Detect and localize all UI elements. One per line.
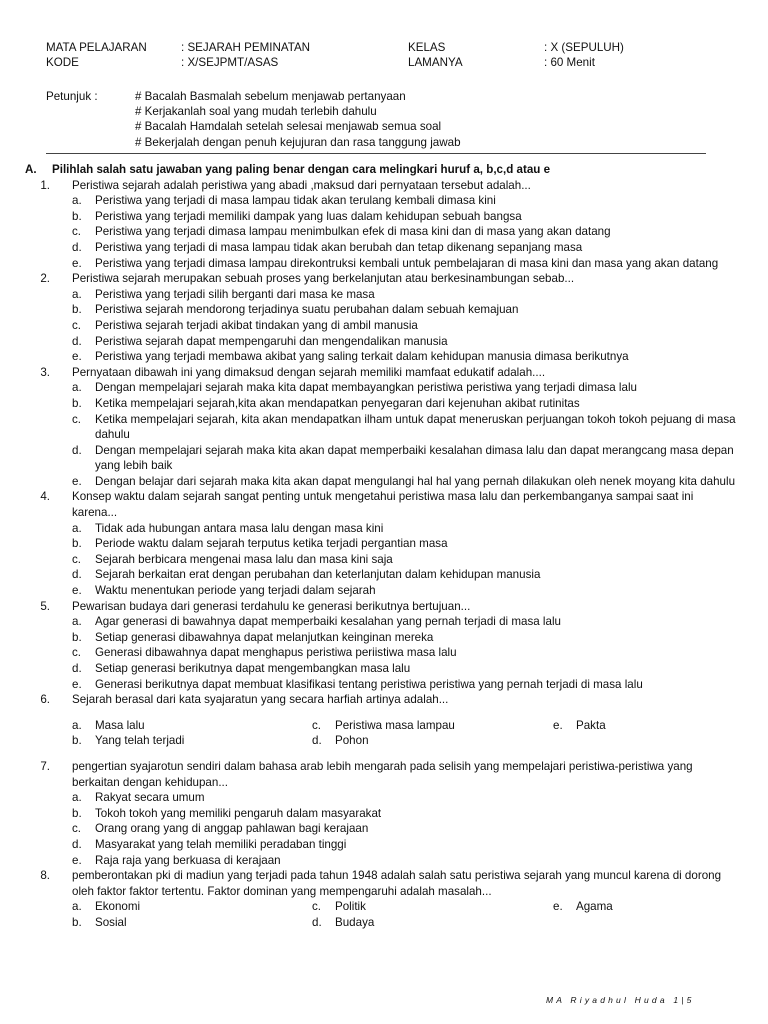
- option-letter: c.: [312, 718, 322, 732]
- option-text: Setiap generasi berikutnya dapat mengembangkan masa lalu: [95, 662, 411, 675]
- question-stem: [22, 271, 738, 287]
- option-text: Generasi berikutnya dapat membuat klasifikasi tentang peristiwa peristiwa yang pernah terjadi di masa lalu: [95, 677, 643, 691]
- option-letter: a.: [72, 521, 82, 535]
- answer-option[interactable]: [553, 718, 606, 734]
- instruction-item: # Bacalah Hamdalah setelah selesai menjawab semua soal: [135, 120, 442, 134]
- answer-option[interactable]: [72, 718, 145, 734]
- option-text: Masa lalu: [95, 718, 145, 732]
- instructions-list: [135, 89, 461, 150]
- answer-option[interactable]: [22, 583, 738, 599]
- option-text: Generasi dibawahnya dapat menghapus peristiwa periistiwa masa lalu: [95, 646, 457, 660]
- header-row-1: [46, 40, 726, 55]
- answer-option[interactable]: [22, 396, 738, 412]
- option-text: Ekonomi: [95, 900, 141, 914]
- option-letter: d.: [72, 443, 82, 457]
- option-text: Dengan mempelajari sejarah maka kita dapat membayangkan peristiwa peristiwa yang terjadi dimasa lalu: [95, 381, 637, 395]
- option-text: Ketika mempelajari sejarah,kita akan mendapatkan penyegaran dari kejenuhan akibat rutinitas: [95, 396, 580, 410]
- answer-option[interactable]: [22, 287, 738, 303]
- instruction-item: # Bekerjalah dengan penuh kejujuran dan rasa tanggung jawab: [135, 135, 461, 149]
- option-text: Ketika mempelajari sejarah, kita akan mendapatkan ilham untuk dapat meneruskan perjuangan tokoh tokoh pejuang di masa dahulu: [95, 412, 736, 442]
- option-letter: c.: [72, 318, 82, 332]
- option-text: Setiap generasi dibawahnya dapat melanjutkan keinginan mereka: [95, 630, 434, 644]
- option-letter: b.: [72, 630, 82, 644]
- option-text: Peristiwa yang terjadi dimasa lampau menimbulkan efek di masa kini dan di masa yang akan datang: [95, 225, 611, 239]
- option-row: [22, 899, 738, 915]
- option-letter: d.: [72, 334, 82, 348]
- question-text: pengertian syajarotun sendiri dalam bahasa arab lebih mengarah pada selisih yang mempelajari peristiwa-peristiwa yang berkaitan dengan kehidupan...: [72, 759, 693, 789]
- spacer: [22, 708, 738, 718]
- option-letter: e.: [72, 474, 82, 488]
- exam-header: [46, 40, 726, 70]
- answer-option[interactable]: [72, 899, 140, 915]
- answer-option[interactable]: [22, 209, 738, 225]
- option-letter: b.: [72, 537, 82, 551]
- question-stem: [22, 868, 738, 899]
- option-text: Peristiwa masa lampau: [335, 718, 455, 732]
- option-text: Sejarah berbicara mengenai masa lalu dan masa kini saja: [95, 552, 393, 566]
- question-text: Peristiwa sejarah merupakan sebuah proses yang berkelanjutan atau berkesinambungan sebab...: [72, 272, 575, 286]
- answer-option[interactable]: [22, 630, 738, 646]
- option-letter: e.: [72, 256, 82, 270]
- option-text: Waktu menentukan periode yang terjadi dalam sejarah: [95, 584, 376, 598]
- answer-option[interactable]: [22, 412, 738, 443]
- option-text: Pohon: [335, 734, 369, 748]
- section-heading: [22, 162, 738, 178]
- option-row: [22, 915, 738, 931]
- instructions-label: Petunjuk :: [46, 90, 98, 103]
- question-text: Peristiwa sejarah adalah peristiwa yang abadi ,maksud dari pernyataan tersebut adalah...: [72, 178, 531, 192]
- question-1: [22, 178, 738, 272]
- option-letter: a.: [72, 287, 82, 301]
- question-number: 6.: [40, 693, 50, 707]
- question-text: pemberontakan pki di madiun yang terjadi pada tahun 1948 adalah salah satu peristiwa sejarah yang muncul karena di dorong oleh faktor faktor tertentu. Faktor dominan yang mempengaruhi adalah masalah...: [72, 869, 722, 898]
- question-6: [22, 692, 738, 759]
- question-number: 5.: [40, 599, 50, 613]
- option-text: Tidak ada hubungan antara masa lalu dengan masa kini: [95, 521, 384, 535]
- question-stem: [22, 489, 738, 520]
- instruction-item: # Bacalah Basmalah sebelum menjawab pertanyaan: [135, 90, 406, 103]
- option-letter: c.: [72, 552, 82, 566]
- option-text: Masyarakat yang telah memiliki peradaban tinggi: [95, 837, 347, 851]
- question-4: [22, 489, 738, 598]
- answer-option[interactable]: [72, 915, 127, 931]
- code-value: : X/SEJPMT/ASAS: [181, 56, 279, 69]
- answer-option[interactable]: [72, 733, 184, 749]
- option-text: Agama: [576, 900, 613, 914]
- option-letter: e.: [72, 853, 82, 867]
- option-text: Peristiwa yang terjadi dimasa lampau direkontruksi kembali untuk pembelajaran di masa kini dan masa yang akan datang: [95, 256, 719, 270]
- answer-option[interactable]: [22, 224, 738, 240]
- option-text: Sosial: [95, 915, 127, 929]
- answer-option[interactable]: [312, 718, 455, 734]
- option-text: Politik: [335, 900, 366, 914]
- answer-option[interactable]: [22, 334, 738, 350]
- answer-option[interactable]: [22, 521, 738, 537]
- option-letter: c.: [72, 225, 82, 239]
- option-letter: e.: [553, 900, 563, 914]
- option-text: Peristiwa sejarah mendorong terjadinya suatu perubahan dalam sebuah kemajuan: [95, 303, 519, 317]
- answer-option[interactable]: [22, 567, 738, 583]
- question-list: [22, 162, 738, 931]
- question-number: 7.: [40, 759, 50, 773]
- option-letter: e.: [72, 350, 82, 364]
- question-text: Konsep waktu dalam sejarah sangat penting untuk mengetahui peristiwa masa lalu dan perkembanganya sampai saat ini karena...: [72, 490, 694, 520]
- option-letter: c.: [72, 822, 82, 836]
- question-2: [22, 271, 738, 365]
- question-text: Pernyataan dibawah ini yang dimaksud dengan sejarah memiliki mamfaat edukatif adalah....: [72, 365, 546, 379]
- option-text: Peristiwa yang terjadi di masa lampau tidak akan berubah dan tetap dikenang sepanjang masa: [95, 240, 583, 254]
- option-text: Yang telah terjadi: [95, 734, 185, 748]
- option-letter: c.: [72, 412, 82, 426]
- option-letter: b.: [72, 209, 82, 223]
- answer-option[interactable]: [22, 806, 738, 822]
- question-stem: [22, 365, 738, 381]
- option-text: Budaya: [335, 915, 375, 929]
- option-letter: b.: [72, 303, 82, 317]
- option-row: [22, 733, 738, 749]
- option-letter: a.: [72, 791, 82, 805]
- answer-option[interactable]: [22, 677, 738, 693]
- option-letter: d.: [72, 568, 82, 582]
- option-text: Agar generasi di bawahnya dapat memperbaiki kesalahan yang pernah terjadi di masa lalu: [95, 615, 561, 629]
- divider-line: [46, 153, 706, 154]
- answer-option[interactable]: [22, 661, 738, 677]
- instruction-item: # Kerjakanlah soal yang mudah terlebih dahulu: [135, 105, 377, 119]
- option-text: Peristiwa yang terjadi di masa lampau tidak akan terulang kembali dimasa kini: [95, 194, 496, 208]
- option-text: Peristiwa yang terjadi silih berganti dari masa ke masa: [95, 287, 375, 301]
- answer-option[interactable]: [312, 733, 369, 749]
- question-stem: [22, 178, 738, 194]
- option-letter: d.: [312, 734, 322, 748]
- option-text: Peristiwa yang terjadi membawa akibat yang saling terkait dalam kehidupan manusia dimasa berikutnya: [95, 350, 629, 364]
- question-text: Sejarah berasal dari kata syajaratun yang secara harfiah artinya adalah...: [72, 693, 449, 707]
- option-letter: a.: [72, 194, 82, 208]
- option-text: Dengan belajar dari sejarah maka kita akan dapat mengulangi hal hal yang pernah dilakukan oleh nenek moyang kita dahulu: [95, 474, 736, 488]
- option-text: Tokoh tokoh yang memiliki pengaruh dalam masyarakat: [95, 806, 382, 820]
- question-7: [22, 759, 738, 868]
- answer-option[interactable]: [22, 302, 738, 318]
- header-row-2: [46, 55, 726, 70]
- answer-option[interactable]: [22, 790, 738, 806]
- section-title: Pilihlah salah satu jawaban yang paling benar dengan cara melingkari huruf a, b,c,d atau e: [52, 163, 551, 176]
- duration-label: LAMANYA: [408, 56, 463, 69]
- option-letter: d.: [72, 837, 82, 851]
- option-letter: b.: [72, 915, 82, 929]
- option-text: Rakyat secara umum: [95, 791, 205, 805]
- class-label: KELAS: [408, 41, 446, 54]
- option-text: Pakta: [576, 718, 606, 732]
- answer-option[interactable]: [22, 474, 738, 490]
- question-stem: [22, 759, 738, 790]
- option-letter: b.: [72, 734, 82, 748]
- option-text: Orang orang yang di anggap pahlawan bagi kerajaan: [95, 822, 369, 836]
- option-letter: d.: [72, 662, 82, 675]
- question-number: 3.: [40, 365, 50, 379]
- option-letter: e.: [72, 584, 82, 598]
- answer-option[interactable]: [553, 899, 613, 915]
- question-text: Pewarisan budaya dari generasi terdahulu ke generasi berikutnya bertujuan...: [72, 599, 471, 613]
- code-label: KODE: [46, 56, 79, 69]
- subject-label: MATA PELAJARAN: [46, 41, 147, 54]
- option-letter: a.: [72, 615, 82, 629]
- option-letter: e.: [72, 677, 82, 691]
- answer-option[interactable]: [312, 899, 366, 915]
- answer-option[interactable]: [22, 240, 738, 256]
- option-text: Peristiwa sejarah dapat mempengaruhi dan mengendalikan manusia: [95, 334, 448, 348]
- option-letter: a.: [72, 900, 82, 914]
- answer-option[interactable]: [22, 614, 738, 630]
- answer-option[interactable]: [22, 318, 738, 334]
- option-letter: e.: [553, 718, 563, 732]
- question-stem: [22, 599, 738, 615]
- option-letter: b.: [72, 806, 82, 820]
- option-letter: c.: [72, 646, 82, 660]
- answer-option[interactable]: [22, 256, 738, 272]
- option-row: [22, 718, 738, 734]
- option-letter: b.: [72, 396, 82, 410]
- question-stem: [22, 692, 738, 708]
- option-text: Peristiwa sejarah terjadi akibat tindakan yang di ambil manusia: [95, 318, 418, 332]
- answer-option[interactable]: [22, 193, 738, 209]
- option-text: Raja raja yang berkuasa di kerajaan: [95, 853, 281, 867]
- answer-option[interactable]: [22, 443, 738, 474]
- option-letter: a.: [72, 718, 82, 732]
- section-number: A.: [25, 163, 37, 176]
- answer-option[interactable]: [22, 821, 738, 837]
- answer-option[interactable]: [312, 915, 374, 931]
- option-text: Periode waktu dalam sejarah terputus ketika terjadi pergantian masa: [95, 537, 448, 551]
- question-8: [22, 868, 738, 930]
- question-number: 2.: [40, 272, 50, 286]
- option-letter: a.: [72, 381, 82, 395]
- option-letter: c.: [312, 900, 322, 914]
- spacer: [22, 749, 738, 759]
- option-text: Peristiwa yang terjadi memiliki dampak yang luas dalam kehidupan sebuah bangsa: [95, 209, 522, 223]
- subject-value: : SEJARAH PEMINATAN: [181, 41, 311, 54]
- question-number: 4.: [40, 490, 50, 504]
- option-text: Dengan mempelajari sejarah maka kita akan dapat memperbaiki kesalahan dimasa lalu dan dapat merangcang masa depan yang lebih baik: [95, 443, 734, 473]
- question-5: [22, 599, 738, 693]
- answer-option[interactable]: [22, 536, 738, 552]
- class-value: : X (SEPULUH): [544, 41, 624, 54]
- answer-option[interactable]: [22, 349, 738, 365]
- question-3: [22, 365, 738, 490]
- answer-option[interactable]: [22, 380, 738, 396]
- option-letter: d.: [312, 915, 322, 929]
- duration-value: : 60 Menit: [544, 56, 595, 69]
- option-text: Sejarah berkaitan erat dengan perubahan dan keterlanjutan dalam kehidupan manusia: [95, 568, 541, 582]
- answer-option[interactable]: [22, 837, 738, 853]
- question-number: 1.: [40, 178, 50, 192]
- answer-option[interactable]: [22, 853, 738, 869]
- answer-option[interactable]: [22, 552, 738, 568]
- page-footer: MA Riyadhul Huda 1|5: [546, 995, 695, 1005]
- answer-option[interactable]: [22, 645, 738, 661]
- option-letter: d.: [72, 240, 82, 254]
- question-number: 8.: [40, 869, 50, 883]
